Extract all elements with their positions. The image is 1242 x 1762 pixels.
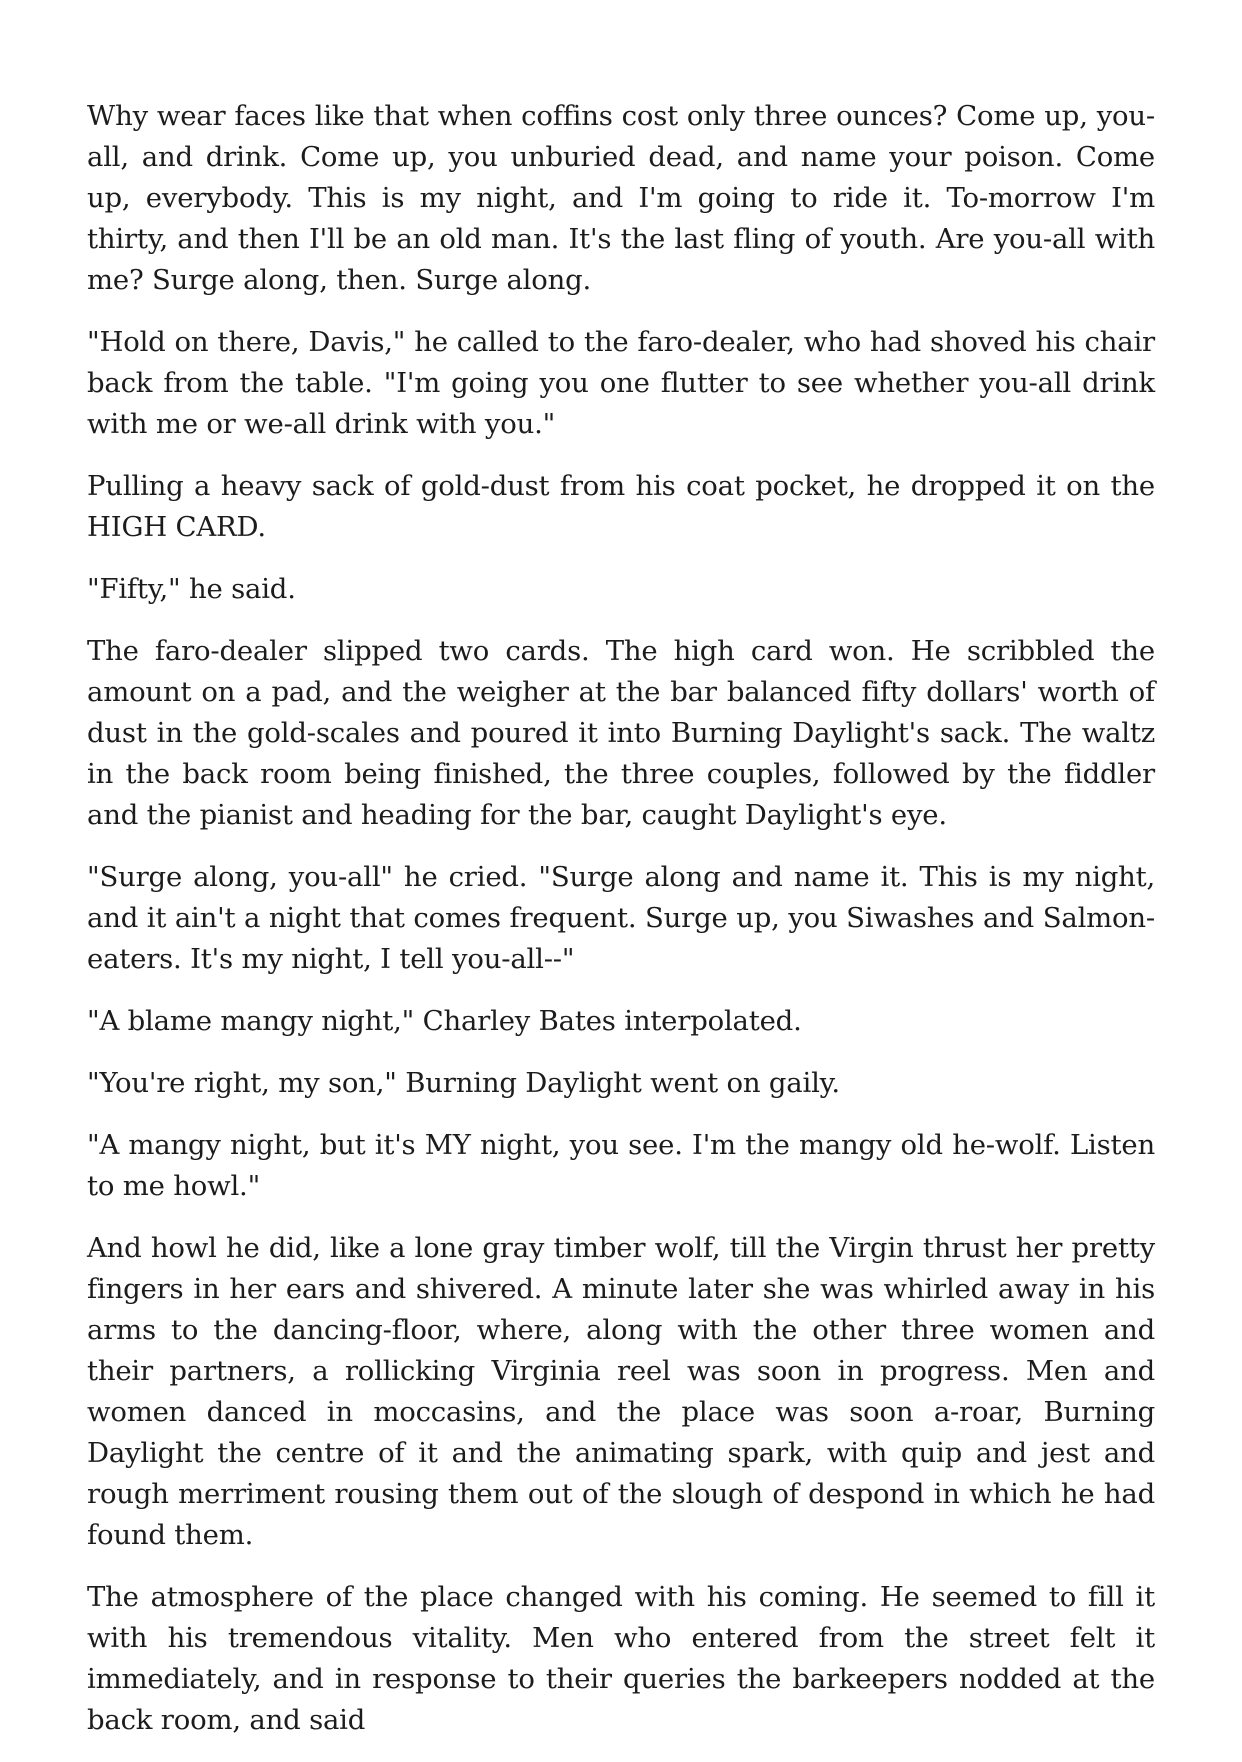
paragraph: "You're right, my son," Burning Daylight went on gaily. — [87, 1067, 840, 1099]
paragraph: And howl he did, like a lone gray timber wolf, till the Virgin thrust her pretty fingers in her ears and shivered. A minute later she was whirled away in his arms to the dancing-floor, where, along with the other three women and their partners, a rollicking Virginia reel was soon in progress. Men and women danced in moccasins, and the place was soon a-roar, Burning Daylight the centre of it and the animating spark, with quip and jest and rough merriment rousing them out of the slough of despond in which he had found them. — [87, 1232, 1155, 1551]
document-page — [87, 96, 1155, 1762]
paragraph: Why wear faces like that when coffins cost only three ounces? Come up, you-all, and drink. Come up, you unburied dead, and name your poison. Come up, everybody. This is my night, and I'm going to ride it. To-morrow I'm thirty, and then I'll be an old man. It's the last fling of youth. Are you-all with me? Surge along, then. Surge along. — [87, 100, 1155, 296]
paragraph: The atmosphere of the place changed with his coming. He seemed to fill it with his tremendous vitality. Men who entered from the street felt it immediately, and in response to their queries the barkeepers nodded at the back room, and said — [87, 1581, 1155, 1736]
paragraph: The faro-dealer slipped two cards. The high card won. He scribbled the amount on a pad, and the weigher at the bar balanced fifty dollars' worth of dust in the gold-scales and poured it into Burning Daylight's sack. The waltz in the back room being finished, the three couples, followed by the fiddler and the pianist and heading for the bar, caught Daylight's eye. — [87, 635, 1155, 831]
paragraph: "Fifty," he said. — [87, 573, 296, 605]
paragraph: "Surge along, you-all" he cried. "Surge along and name it. This is my night, and it ain't a night that comes frequent. Surge up, you Siwashes and Salmon-eaters. It's my night, I tell you-all--" — [87, 861, 1155, 975]
paragraph: "Hold on there, Davis," he called to the faro-dealer, who had shoved his chair back from the table. "I'm going you one flutter to see whether you-all drink with me or we-all drink with you." — [87, 326, 1155, 440]
paragraph: "A mangy night, but it's MY night, you see. I'm the mangy old he-wolf. Listen to me howl." — [87, 1129, 1155, 1202]
paragraph: Pulling a heavy sack of gold-dust from his coat pocket, he dropped it on the HIGH CARD. — [87, 470, 1155, 543]
paragraph: "A blame mangy night," Charley Bates interpolated. — [87, 1005, 802, 1037]
